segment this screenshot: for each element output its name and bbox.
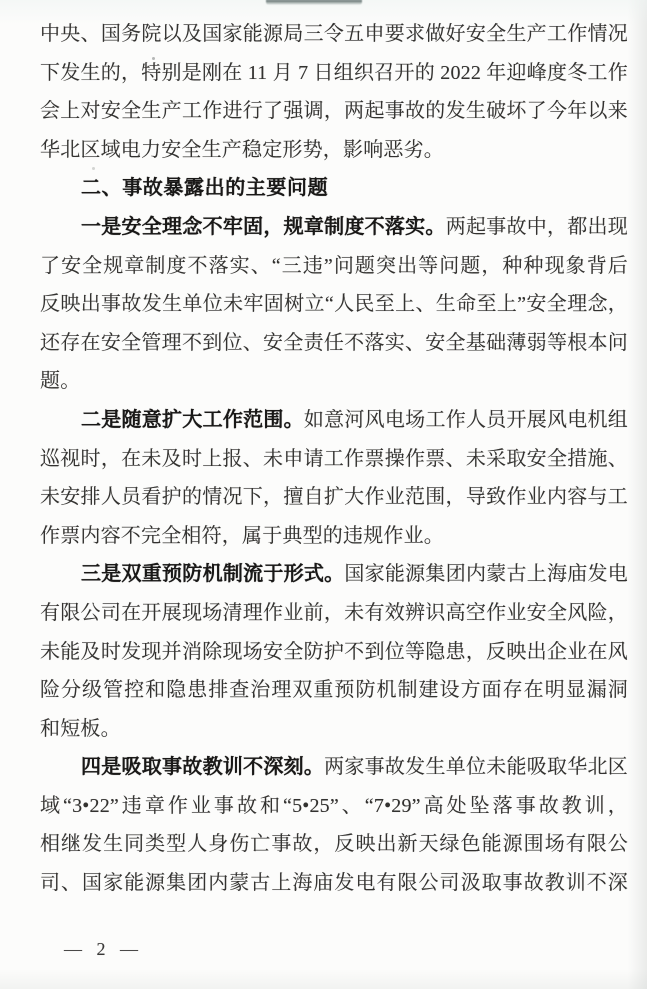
page-number: — 2 — — [64, 939, 143, 959]
line-text: 未安排人员看护的情况下，擅自扩大作业范围，导致作业内容与工 — [40, 486, 628, 509]
text-line — [40, 478, 628, 517]
paragraph-lead: 三是双重预防机制流于形式。 — [81, 563, 345, 586]
line-text: 题。 — [40, 370, 81, 393]
text-line — [40, 864, 628, 903]
text-line — [40, 92, 628, 131]
section-heading — [40, 169, 628, 208]
text-line — [40, 555, 628, 594]
text-line — [40, 247, 628, 286]
line-text: 有限公司在开展现场清理作业前，未有效辨识高空作业安全风险， — [40, 601, 628, 624]
paragraph-lead: 一是安全理念不牢固，规章制度不落实。 — [81, 215, 446, 238]
line-text: 反映出事故发生单位未牢固树立“人民至上、生命至上”安全理念， — [40, 293, 628, 316]
line-text: 国家能源集团内蒙古上海庙发电 — [344, 563, 628, 586]
line-text: 两起事故中，都出现 — [445, 215, 628, 238]
text-line — [40, 825, 628, 864]
text-line — [40, 787, 628, 826]
text-line — [40, 710, 628, 749]
line-text: 下发生的，特别是刚在 11 月 7 日组织召开的 2022 年迎峰度冬工作 — [40, 61, 628, 84]
text-line — [40, 285, 628, 324]
text-line — [40, 401, 628, 440]
text-line — [40, 54, 628, 93]
text-line — [40, 131, 628, 170]
heading-text: 二、事故暴露出的主要问题 — [81, 177, 329, 200]
document-body — [40, 15, 628, 903]
paragraph-lead: 四是吸取事故教训不深刻。 — [81, 756, 325, 779]
line-text: 华北区域电力安全生产稳定形势，影响恶劣。 — [40, 138, 444, 161]
line-text: 巡视时，在未及时上报、未申请工作票操作票、未采取安全措施、 — [40, 447, 628, 470]
text-line — [40, 633, 628, 672]
text-line — [40, 324, 628, 363]
line-text: 如意河风电场工作人员开展风电机组 — [303, 408, 628, 431]
text-line — [40, 671, 628, 710]
line-text: 了安全规章制度不落实、“三违”问题突出等问题，种种现象背后 — [40, 254, 628, 277]
text-line — [40, 517, 628, 556]
line-text: 域“3•22”违章作业事故和“5•25”、“7•29”高处坠落事故教训， — [40, 794, 628, 817]
line-text: 险分级管控和隐患排查治理双重预防机制建设方面存在明显漏洞 — [40, 679, 628, 702]
text-line — [40, 362, 628, 401]
line-text: 未能及时发现并消除现场安全防护不到位等隐患，反映出企业在风 — [40, 640, 628, 663]
line-text: 相继发生同类型人身伤亡事故，反映出新天绿色能源围场有限公 — [40, 833, 628, 856]
text-line — [40, 208, 628, 247]
paragraph-lead: 二是随意扩大工作范围。 — [81, 408, 304, 431]
text-line — [40, 594, 628, 633]
line-text: 中央、国务院以及国家能源局三令五申要求做好安全生产工作情况 — [40, 23, 628, 45]
line-text: 和短板。 — [40, 717, 121, 740]
line-text: 还存在安全管理不到位、安全责任不落实、安全基础薄弱等根本问 — [40, 331, 628, 354]
text-line — [40, 440, 628, 479]
line-text: 司、国家能源集团内蒙古上海庙发电有限公司汲取事故教训不深 — [40, 872, 628, 895]
line-text: 两家事故发生单位未能吸取华北区 — [324, 756, 628, 779]
line-text: 作票内容不完全相符，属于典型的违规作业。 — [40, 524, 444, 547]
text-line — [40, 15, 628, 54]
scan-artifact — [266, 0, 362, 5]
text-line — [40, 748, 628, 787]
line-text: 会上对安全生产工作进行了强调，两起事故的发生破坏了今年以来 — [40, 100, 628, 123]
